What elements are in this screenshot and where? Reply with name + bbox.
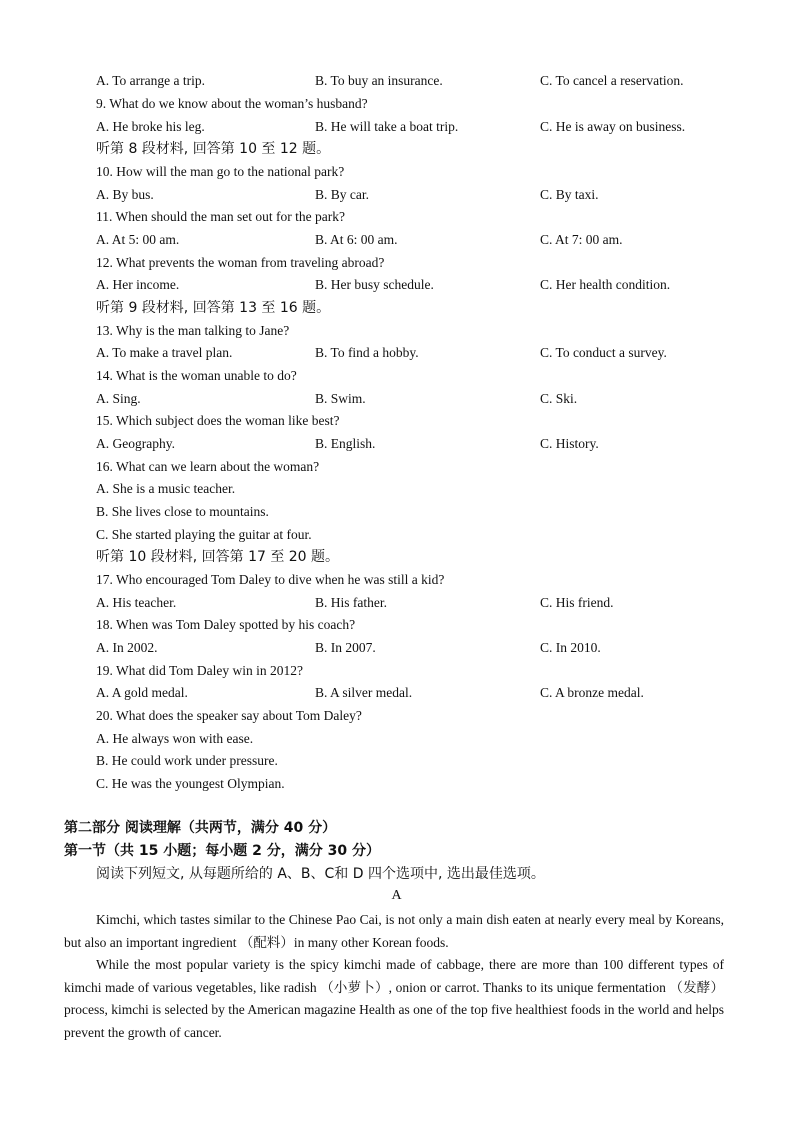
- q16-option-a: A. She is a music teacher.: [96, 481, 236, 496]
- section-heading-10: 听第 10 段材料, 回答第 17 至 20 题。: [96, 549, 340, 565]
- q8-option-a: A. To arrange a trip.: [96, 73, 206, 88]
- q10-option-a: A. By bus.: [96, 187, 154, 202]
- q15-option-a: A. Geography.: [96, 436, 175, 451]
- q13-option-b: B. To find a hobby.: [315, 345, 419, 360]
- q18-option-b: B. In 2007.: [315, 640, 376, 655]
- q9-option-c: C. He is away on business.: [540, 119, 686, 134]
- question-9: 9. What do we know about the woman’s husband?: [96, 96, 368, 111]
- q12-option-b: B. Her busy schedule.: [315, 277, 434, 292]
- q17-option-c: C. His friend.: [540, 595, 614, 610]
- q17-option-a: A. His teacher.: [96, 595, 177, 610]
- q20-option-b: B. He could work under pressure.: [96, 753, 278, 768]
- q9-option-a: A. He broke his leg.: [96, 119, 205, 134]
- q17-option-b: B. His father.: [315, 595, 387, 610]
- q13-option-a: A. To make a travel plan.: [96, 345, 233, 360]
- question-12: 12. What prevents the woman from traveling abroad?: [96, 255, 385, 270]
- q12-option-a: A. Her income.: [96, 277, 180, 292]
- q13-option-c: C. To conduct a survey.: [540, 345, 667, 360]
- q10-option-c: C. By taxi.: [540, 187, 599, 202]
- q11-option-c: C. At 7: 00 am.: [540, 232, 623, 247]
- passage-label: A: [391, 888, 402, 903]
- question-10: 10. How will the man go to the national park?: [96, 164, 345, 179]
- q10-option-b: B. By car.: [315, 187, 369, 202]
- passage-paragraph-1: Kimchi, which tastes similar to the Chinese Pao Cai, is not only a main dish eaten at nearly every meal by Koreans, but also an important ingredient （配料）in many other Korean foods.: [64, 912, 724, 950]
- section-heading-9: 听第 9 段材料, 回答第 13 至 16 题。: [96, 300, 331, 316]
- q15-option-c: C. History.: [540, 436, 599, 451]
- part2-title: 第二部分 阅读理解（共两节，满分 40 分）: [64, 820, 337, 836]
- q18-option-a: A. In 2002.: [96, 640, 158, 655]
- q20-option-c: C. He was the youngest Olympian.: [96, 776, 285, 791]
- q11-option-b: B. At 6: 00 am.: [315, 232, 398, 247]
- section-heading-8: 听第 8 段材料, 回答第 10 至 12 题。: [96, 141, 331, 157]
- q16-option-c: C. She started playing the guitar at four.: [96, 527, 312, 542]
- q9-option-b: B. He will take a boat trip.: [315, 119, 459, 134]
- q19-option-b: B. A silver medal.: [315, 685, 413, 700]
- q19-option-c: C. A bronze medal.: [540, 685, 644, 700]
- question-15: 15. Which subject does the woman like best?: [96, 413, 340, 428]
- question-17: 17. Who encouraged Tom Daley to dive when he was still a kid?: [96, 572, 445, 587]
- q20-option-a: A. He always won with ease.: [96, 731, 254, 746]
- q8-option-b: B. To buy an insurance.: [315, 73, 443, 88]
- q14-option-b: B. Swim.: [315, 391, 366, 406]
- question-18: 18. When was Tom Daley spotted by his coach?: [96, 617, 356, 632]
- q11-option-a: A. At 5: 00 am.: [96, 232, 180, 247]
- question-11: 11. When should the man set out for the park?: [96, 209, 345, 224]
- question-13: 13. Why is the man talking to Jane?: [96, 323, 290, 338]
- q14-option-a: A. Sing.: [96, 391, 141, 406]
- part2-section1-title: 第一节（共 15 小题；每小题 2 分，满分 30 分）: [64, 843, 380, 859]
- question-20: 20. What does the speaker say about Tom Daley?: [96, 708, 362, 723]
- q12-option-c: C. Her health condition.: [540, 277, 671, 292]
- q15-option-b: B. English.: [315, 436, 376, 451]
- q14-option-c: C. Ski.: [540, 391, 578, 406]
- passage-paragraph-2: While the most popular variety is the spicy kimchi made of cabbage, there are more than 100 different types of kimchi made of various vegetables, like radish （小萝卜）, onion or carrot. Thanks to its unique fermentation （发酵） process, kimchi is selected by the American magazine Health as one of the top five healthiest foods in the world and helps prevent the growth of cancer.: [64, 957, 724, 1040]
- reading-instruction: 阅读下列短文, 从每题所给的 A、B、C和 D 四个选项中, 选出最佳选项。: [96, 866, 545, 882]
- q8-option-c: C. To cancel a reservation.: [540, 73, 684, 88]
- question-19: 19. What did Tom Daley win in 2012?: [96, 663, 304, 678]
- q16-option-b: B. She lives close to mountains.: [96, 504, 269, 519]
- question-16: 16. What can we learn about the woman?: [96, 459, 320, 474]
- q18-option-c: C. In 2010.: [540, 640, 601, 655]
- question-14: 14. What is the woman unable to do?: [96, 368, 297, 383]
- q19-option-a: A. A gold medal.: [96, 685, 188, 700]
